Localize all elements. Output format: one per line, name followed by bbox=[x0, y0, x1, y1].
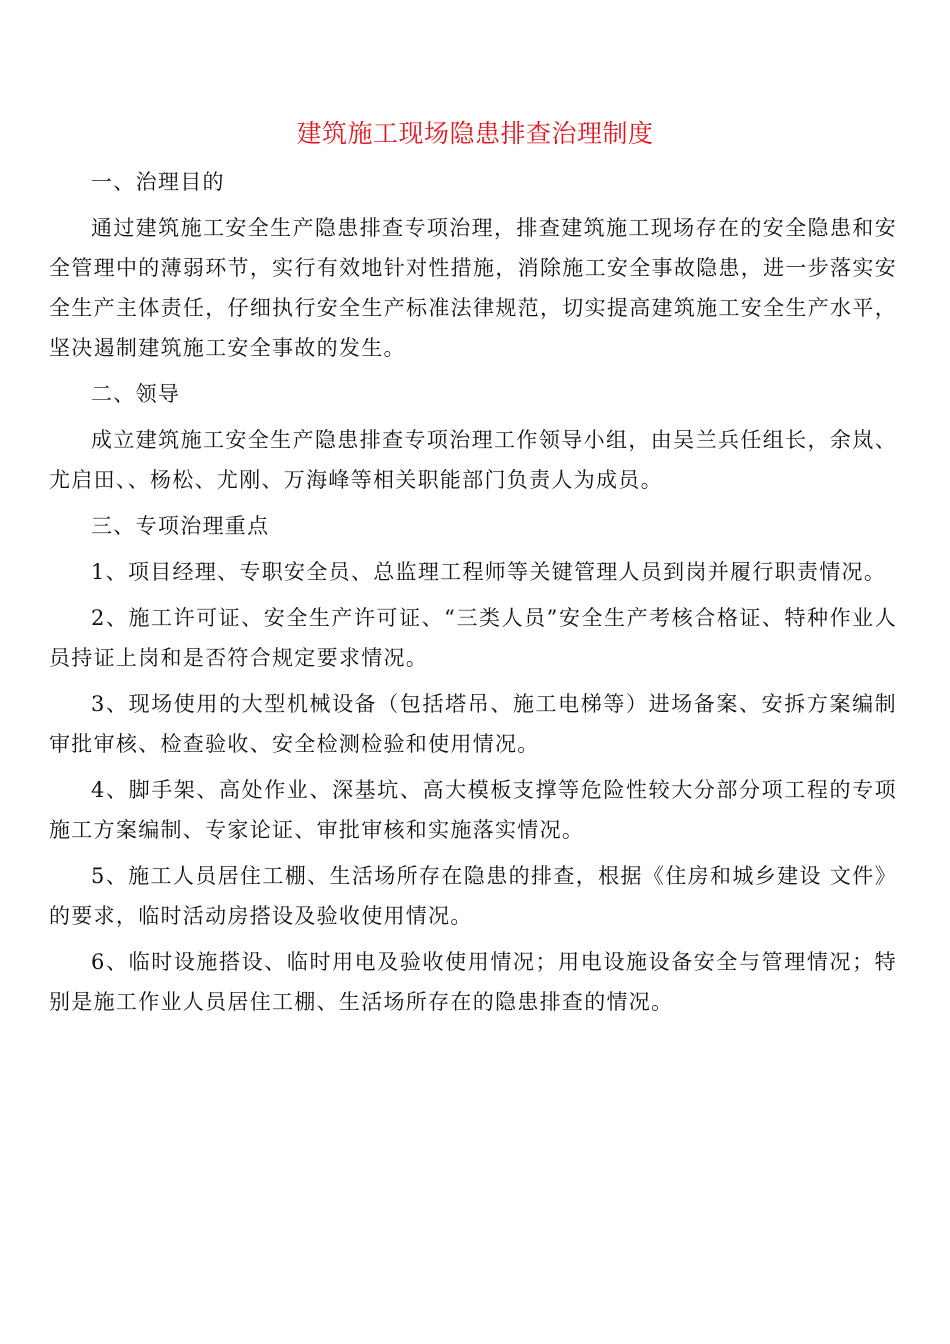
paragraph-leadership: 成立建筑施工安全生产隐患排查专项治理工作领导小组，由吴兰兵任组长，余岚、尤启田、、杨松、尤刚、万海峰等相关职能部门负责人为成员。 bbox=[49, 428, 897, 492]
section-heading-purpose: 一、治理目的 bbox=[91, 170, 225, 194]
list-item: 1、项目经理、专职安全员、总监理工程师等关键管理人员到岗并履行职责情况。 bbox=[91, 560, 887, 584]
list-item: 4、脚手架、高处作业、深基坑、高大模板支撑等危险性较大分部分项工程的专项施工方案编制、专家论证、审批审核和实施落实情况。 bbox=[49, 778, 897, 842]
document-title: 建筑施工现场隐患排查治理制度 bbox=[296, 119, 654, 148]
list-item: 3、现场使用的大型机械设备（包括塔吊、施工电梯等）进场备案、安拆方案编制审批审核、检查验收、安全检测检验和使用情况。 bbox=[49, 692, 897, 756]
section-heading-key-points: 三、专项治理重点 bbox=[91, 514, 270, 538]
paragraph-purpose: 通过建筑施工安全生产隐患排查专项治理，排查建筑施工现场存在的安全隐患和安全管理中的薄弱环节，实行有效地针对性措施，消除施工安全事故隐患，进一步落实安全生产主体责任，仔细执行安全生产标准法律规范，切实提高建筑施工安全生产水平，坚决遏制建筑施工安全事故的发生。 bbox=[49, 216, 897, 360]
section-heading-leadership: 二、领导 bbox=[91, 382, 181, 406]
list-item: 6、临时设施搭设、临时用电及验收使用情况；用电设施设备安全与管理情况；特别是施工作业人员居住工棚、生活场所存在的隐患排查的情况。 bbox=[49, 950, 897, 1014]
document-body bbox=[49, 162, 897, 1028]
list-item: 2、施工许可证、安全生产许可证、“三类人员”安全生产考核合格证、特种作业人员持证上岗和是否符合规定要求情况。 bbox=[49, 606, 897, 670]
list-item: 5、施工人员居住工棚、生活场所存在隐患的排查，根据《住房和城乡建设 文件》的要求，临时活动房搭设及验收使用情况。 bbox=[49, 864, 897, 928]
